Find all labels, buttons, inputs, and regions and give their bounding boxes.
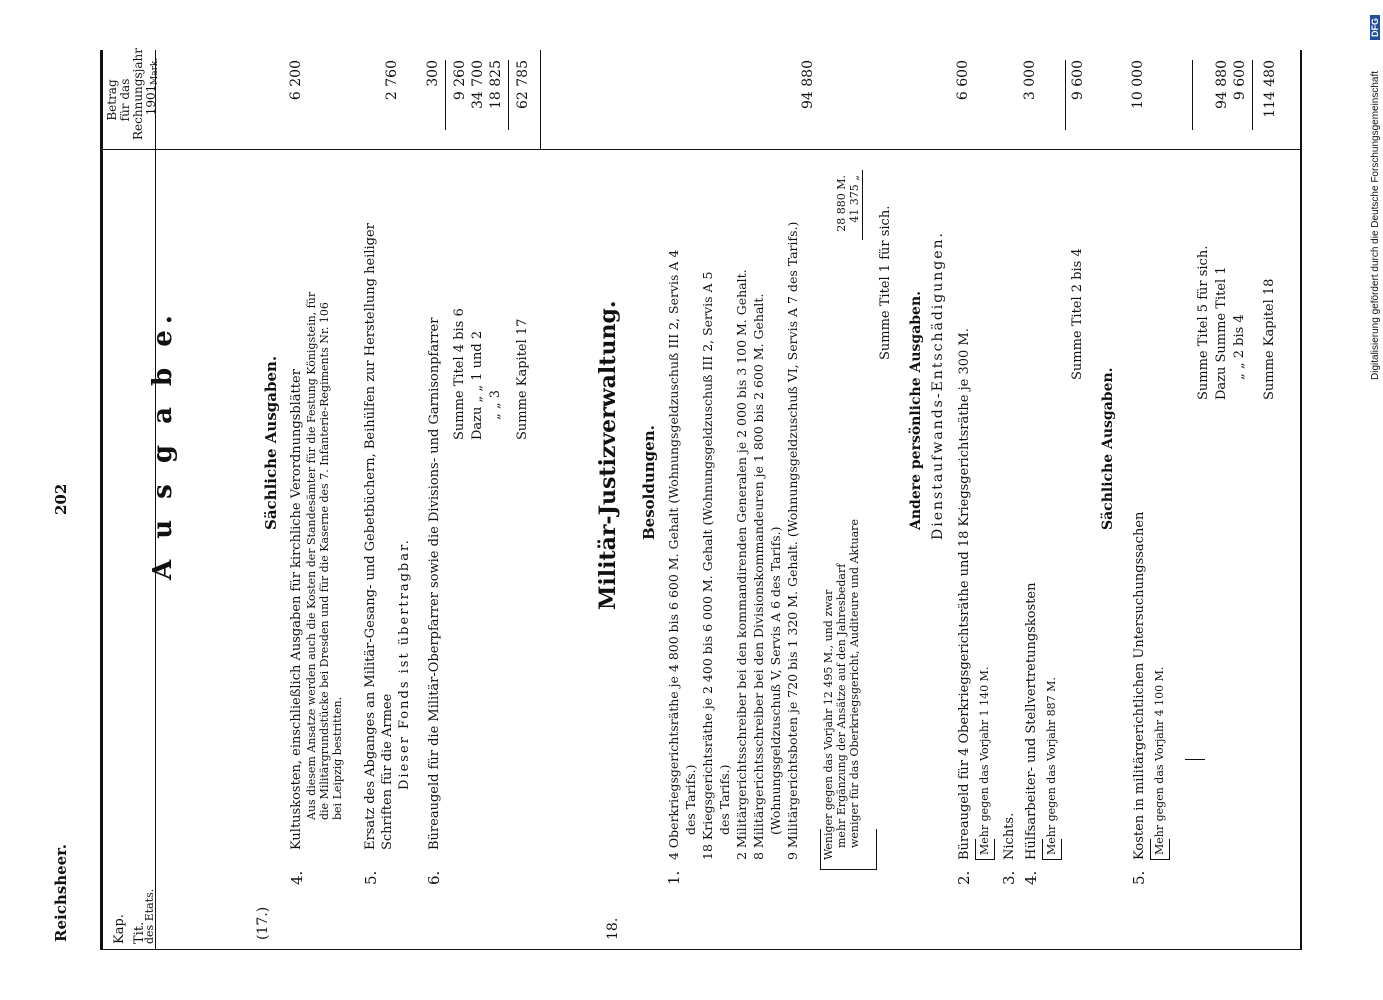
k18-sum24-amount: 9 600	[1070, 60, 1086, 101]
k18-t4-num: 4.	[1022, 870, 1040, 885]
k18-sums-rule	[1192, 60, 1193, 130]
k18-total-label: Summe Kapitel 18	[1262, 278, 1277, 400]
left-rule	[100, 949, 1300, 950]
col-tit: Tit.	[132, 921, 147, 944]
k18-t1-note-line: Weniger gegen das Vorjahr 12 495 M., und zwar	[822, 589, 835, 860]
k18-t1-note-amount: 28 880 M.	[835, 175, 848, 232]
k18-t4-text: Hülfsarbeiter- und Stellvertretungskosten	[1024, 582, 1039, 860]
k17-total-label: Summe Kapitel 17	[515, 318, 530, 440]
k18-dazu1-amount: 94 880	[1214, 60, 1230, 109]
col-des-etats: des Etats.	[143, 888, 156, 944]
k17-t4-line: Aus diesem Ansatze werden auch die Kosten der Standesämter für die Festung Königstein, für	[305, 291, 318, 820]
k18-t3-text: Nichts.	[1002, 812, 1017, 860]
k18-t1-line: (Wohnungsgeldzuschuß V, Servis A 6 des Tarifs.)	[768, 526, 783, 835]
sum-underline-1	[1185, 759, 1205, 760]
k18-sum24-label: Summe Titel 2 bis 4	[1070, 248, 1085, 380]
k17-t4-line: Kultuskosten, einschließlich Ausgaben für kirchliche Verordnungsblätter	[289, 369, 304, 850]
k17-t5-line: Ersatz des Abganges an Militär-Gesang- und Gebetbüchern, Beihülfen zur Herstellung heiliger	[363, 223, 378, 850]
k18-andere-heading: Andere persönliche Ausgaben.	[908, 290, 924, 530]
header-left: Reichsheer.	[52, 844, 70, 942]
k18-t2-note: Mehr gegen das Vorjahr 1 140 M.	[978, 666, 991, 855]
betrag-line-3: Rechnungsjahr	[131, 48, 145, 140]
k17-sum-rule	[445, 60, 446, 130]
k17-t6-text: Büreaugeld für die Militär-Oberpfarrer sowie die Divisions- und Garnisonpfarrer	[427, 317, 442, 850]
k18-t5-note: Mehr gegen das Vorjahr 4 100 M.	[1153, 666, 1166, 855]
k17-t5-text	[362, 150, 413, 850]
k18-t1-note-amount: 41 375 „	[848, 175, 861, 223]
k17-t4-num: 4.	[288, 870, 306, 885]
k18-t2-amount: 6 600	[955, 60, 971, 101]
k18-t1-amount: 94 880	[800, 60, 816, 109]
k17-t5-amount: 2 760	[384, 60, 400, 101]
k17-dazu3-amount: 18 825	[488, 60, 504, 109]
k18-t1-line: des Tarifs.)	[717, 764, 732, 835]
k17-t5-line: Schriften für die Armee	[380, 693, 395, 850]
kap17-number: (17.)	[255, 906, 271, 940]
k17-dazu3-label: „ „ 3	[488, 389, 503, 420]
k18-t4-amount: 3 000	[1022, 60, 1038, 101]
k18-t1-line: 8 Militärgerichtsschreiber bei den Divisionskommandeuren je 1 800 bis 2 600 M. Gehalt.	[751, 293, 766, 860]
k18-t1-line: 4 Oberkriegsgerichtsräthe je 4 800 bis 6 600 M. Gehalt (Wohnungsgeldzuschuß III 2, Servis A 4	[666, 249, 681, 860]
k18-t4-note: Mehr gegen das Vorjahr 887 M.	[1045, 677, 1058, 855]
top-rule	[100, 50, 103, 950]
k18-dienst-heading: Dienstaufwands-Entschädigungen.	[930, 231, 946, 540]
k18-sum5-label: Summe Titel 5 für sich.	[1196, 245, 1211, 400]
kap18-besoldungen: Besoldungen.	[640, 425, 658, 540]
k18-dazu24-amount: 9 600	[1232, 60, 1248, 101]
k17-t6-num: 6.	[425, 870, 443, 885]
k18-t5-text: Kosten in militärgerichtlichen Untersuchungssachen	[1132, 511, 1147, 860]
k18-t1-note-amounts	[835, 175, 861, 245]
k18-t5-num: 5.	[1130, 870, 1148, 885]
kap18-number: 18.	[605, 917, 621, 940]
betrag-line-2: für das	[118, 78, 132, 122]
k18-dazu24-label: „ „ 2 bis 4	[1232, 314, 1247, 380]
k17-t5-line: Dieser Fonds ist übertragbar.	[397, 538, 412, 790]
k18-sum24-rule	[1065, 60, 1066, 130]
k18-t1-note-line: mehr Ergänzung der Ansätze auf den Jahresbedarf	[835, 563, 848, 848]
k18-t1-num: 1.	[665, 870, 683, 885]
k18-total-amount: 114 480	[1262, 60, 1278, 118]
page-number: 202	[52, 483, 70, 515]
k18-dazu1-label: Dazu Summe Titel 1	[1214, 266, 1229, 400]
k18-saechlich-heading: Sächliche Ausgaben.	[1100, 367, 1116, 530]
k17-t5-num: 5.	[362, 870, 380, 885]
k17-total-amount: 62 785	[515, 60, 531, 109]
k18-t1-line: 9 Militärgerichtsboten je 720 bis 1 320 M. Gehalt. (Wohnungsgeldzuschuß VI, Servis A 7 des Tarifs.)	[785, 221, 800, 860]
k18-t1-line: 2 Militärgerichtsschreiber bei den kommandirenden Generalen je 2 000 bis 3 100 M. Gehalt.	[734, 269, 749, 860]
k18-t1-note-rule	[862, 170, 863, 240]
k18-t1-line: des Tarifs.)	[683, 764, 698, 835]
kap17-section-heading: Sächliche Ausgaben.	[262, 355, 280, 530]
k18-t1-sum: Summe Titel 1 für sich.	[878, 205, 893, 360]
k17-dazu-label: Dazu „ „ 1 und 2	[470, 330, 485, 440]
k18-t2-text: Büreaugeld für 4 Oberkriegsgerichtsräthe und 18 Kriegsgerichtsräthe je 300 M.	[957, 328, 972, 860]
k18-t1-line: 18 Kriegsgerichtsräthe je 2 400 bis 6 000 M. Gehalt (Wohnungsgeldzuschuß III 2, Servis A 5	[700, 271, 715, 860]
k17-sum-amount: 9 260	[452, 60, 468, 101]
k18-t3-num: 3.	[1000, 870, 1018, 885]
k17-dazu-amount: 34 700	[470, 60, 486, 109]
betrag-line-4: 1901	[144, 84, 158, 116]
k17-t6-amount: 300	[425, 60, 441, 87]
k17-sum-label: Summe Titel 4 bis 6	[452, 308, 467, 440]
k18-t5-amount: 10 000	[1130, 60, 1146, 109]
k18-t2-num: 2.	[955, 870, 973, 885]
k17-t4-text	[288, 150, 344, 850]
betrag-line-1: Betrag	[105, 79, 119, 121]
k17-end-rule	[540, 50, 541, 150]
k17-t4-line: bei Leipzig bestritten.	[331, 696, 344, 820]
dfg-logo: DFG	[1370, 15, 1380, 40]
k17-t4-amount: 6 200	[288, 60, 304, 101]
k18-total-rule	[1252, 60, 1253, 130]
k18-t1-note	[822, 180, 861, 860]
col-mark: Mark.	[150, 57, 160, 85]
k18-t1-text	[665, 150, 801, 860]
digitization-note: Digitalisierung gefördert durch die Deutsche Forschungsgemeinschaft	[1370, 70, 1381, 380]
k17-total-rule	[508, 60, 509, 130]
title: A u s g a b e.	[148, 309, 178, 580]
bottom-rule	[1300, 50, 1302, 950]
k18-t1-note-line: weniger für das Oberkriegsgericht, Auditeure und Aktuare	[848, 519, 861, 848]
k17-t4-line: die Militärgrundstücke bei Dresden und für die Kaserne des 7. Infanterie-Regiments Nr. 106	[318, 302, 331, 820]
col-kap: Kap.	[112, 914, 127, 944]
kap18-heading: Militär-Justizverwaltung.	[595, 300, 621, 610]
